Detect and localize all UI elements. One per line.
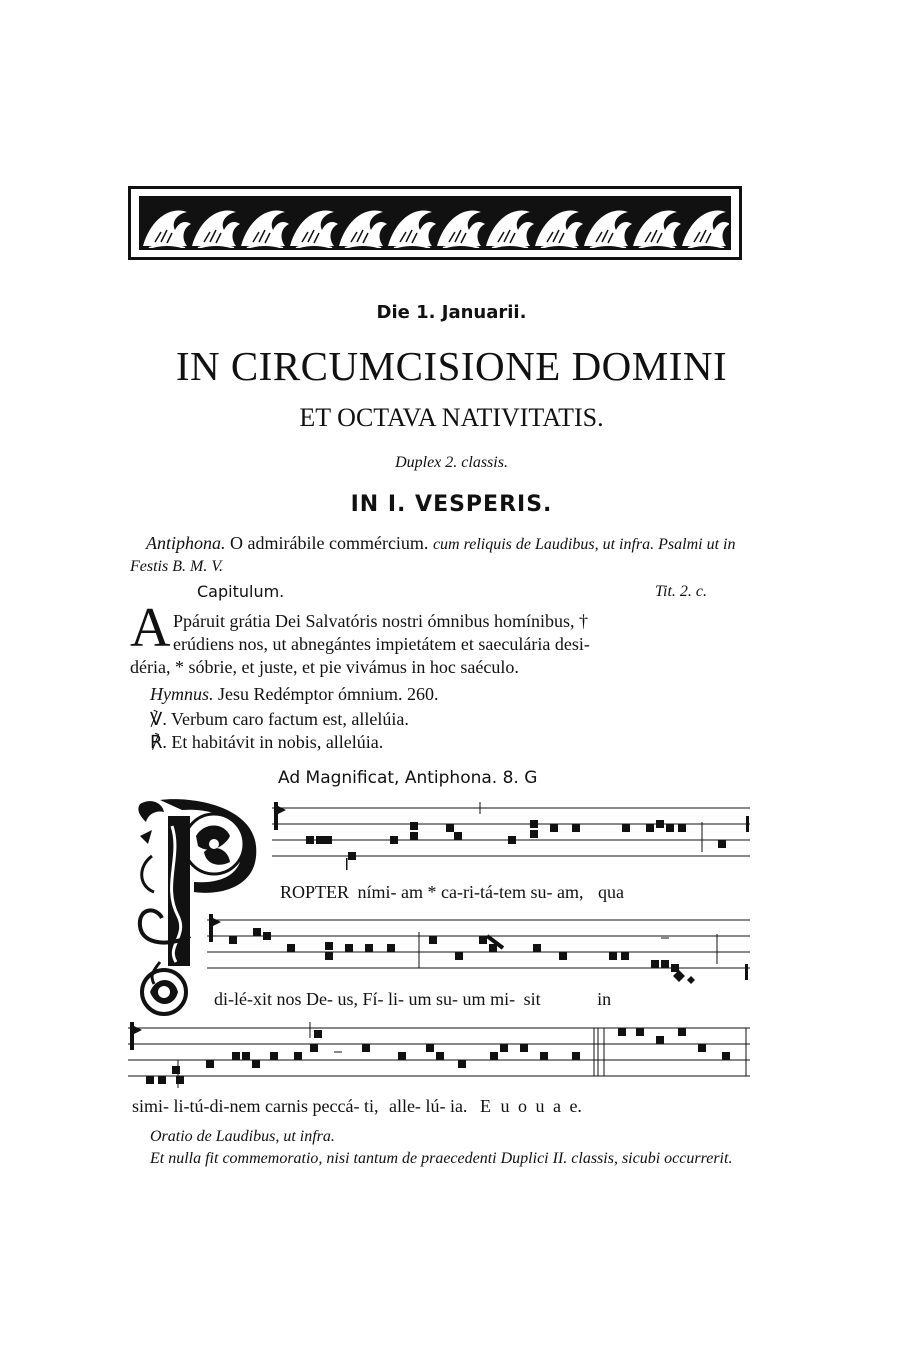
staff-2 <box>207 908 752 988</box>
syllable: am <box>401 882 424 902</box>
capitulum-line-1: Ppáruit grátia Dei Salvatóris nostri ómnibus homínibus, † <box>173 611 588 631</box>
drop-initial-a: A <box>130 597 171 659</box>
section-heading: IN I. VESPERIS. <box>350 492 553 517</box>
staff-1 <box>272 796 752 876</box>
antiphona-text: O admirábile commércium. <box>225 533 433 553</box>
antiphona-label: Antiphona. <box>146 533 226 553</box>
response-line <box>150 732 772 753</box>
syllable: qua <box>597 882 624 902</box>
syllable: ními- <box>357 882 397 902</box>
oratio-note: Oratio de Laudibus, ut infra. <box>150 1128 335 1145</box>
syllable: nos <box>276 989 302 1009</box>
feast-rank: Duplex 2. classis. <box>395 454 508 471</box>
feast-title: IN CIRCUMCISIONE DOMINI <box>175 343 728 389</box>
syllable: simi- <box>132 1096 170 1116</box>
syllable: su- <box>530 882 553 902</box>
syllable: e. <box>569 1096 582 1116</box>
versicle-sign: ℣. <box>150 709 167 729</box>
ornamental-banner <box>128 186 742 260</box>
acanthus-ornament <box>139 196 731 250</box>
response-sign: ℟. <box>150 732 167 752</box>
syllable: carnis <box>265 1096 308 1116</box>
syllable: peccá- <box>312 1096 360 1116</box>
syllable: * <box>427 882 437 902</box>
syllable: um <box>462 989 486 1009</box>
syllable: mi- <box>490 989 516 1009</box>
syllable: tú-di-nem <box>189 1096 261 1116</box>
versicle-line <box>150 709 772 730</box>
syllable: xit <box>252 989 272 1009</box>
syllable: li- <box>173 1096 190 1116</box>
syllable: De- <box>306 989 333 1009</box>
syllable: u <box>535 1096 545 1116</box>
feast-subtitle: ET OCTAVA NATIVITATIS. <box>299 403 604 432</box>
syllable: E <box>479 1096 492 1116</box>
antiphona-note: cum reliquis de Laudibus, ut infra. Psalmi ut in Festis B. M. V. <box>130 536 736 575</box>
syllable: li- <box>388 989 405 1009</box>
syllable: su- <box>436 989 459 1009</box>
syllable: in <box>597 989 612 1009</box>
syllable: um <box>408 989 432 1009</box>
syllable: ROPTER <box>280 882 350 902</box>
syllable: a <box>552 1096 561 1116</box>
syllable: ca-ri-tá-tem <box>441 882 526 902</box>
hymnus-label: Hymnus. <box>150 684 214 704</box>
hymnus-line <box>150 684 772 705</box>
syllable: ti, <box>363 1096 379 1116</box>
magnificat-heading: Ad Magnificat, Antiphona. 8. G <box>278 768 538 788</box>
syllable: ia. <box>449 1096 468 1116</box>
syllable: sit <box>523 989 541 1009</box>
versicle-text: Verbum caro factum est, allelúia. <box>166 709 409 729</box>
capitulum-line-3: déria, * sóbrie, et juste, et pie vivámus in hoc saéculo. <box>130 657 519 677</box>
lyrics-line-1 <box>280 882 624 903</box>
syllable: am, <box>556 882 584 902</box>
hymnus-text: Jesu Redémptor ómnium. 260. <box>213 684 439 704</box>
syllable: o <box>517 1096 527 1116</box>
syllable: lú- <box>425 1096 446 1116</box>
capitulum-reference: Tit. 2. c. <box>655 583 708 600</box>
syllable: u <box>500 1096 510 1116</box>
syllable: Fí- <box>362 989 384 1009</box>
acanthus-pattern <box>141 198 731 250</box>
syllable: alle- <box>388 1096 421 1116</box>
antiphona-paragraph <box>130 533 752 577</box>
commemoratio-note: Et nulla fit commemoratio, nisi tantum de praecedenti Duplici II. classis, sicubi occurrerit. <box>150 1150 733 1167</box>
response-text: Et habitávit in nobis, allelúia. <box>166 732 384 752</box>
lyrics-line-3 <box>132 1096 582 1117</box>
syllable: di-lé- <box>214 989 253 1009</box>
syllable: us, <box>337 989 359 1009</box>
lyrics-line-2 <box>214 989 611 1010</box>
capitulum-line-2: erúdiens nos, ut abnegántes impietátem et saeculária desi- <box>173 634 590 654</box>
feast-date: Die 1. Januarii. <box>376 302 527 323</box>
capitulum-label: Capitulum. <box>197 582 285 601</box>
staff-3 <box>128 1016 752 1096</box>
